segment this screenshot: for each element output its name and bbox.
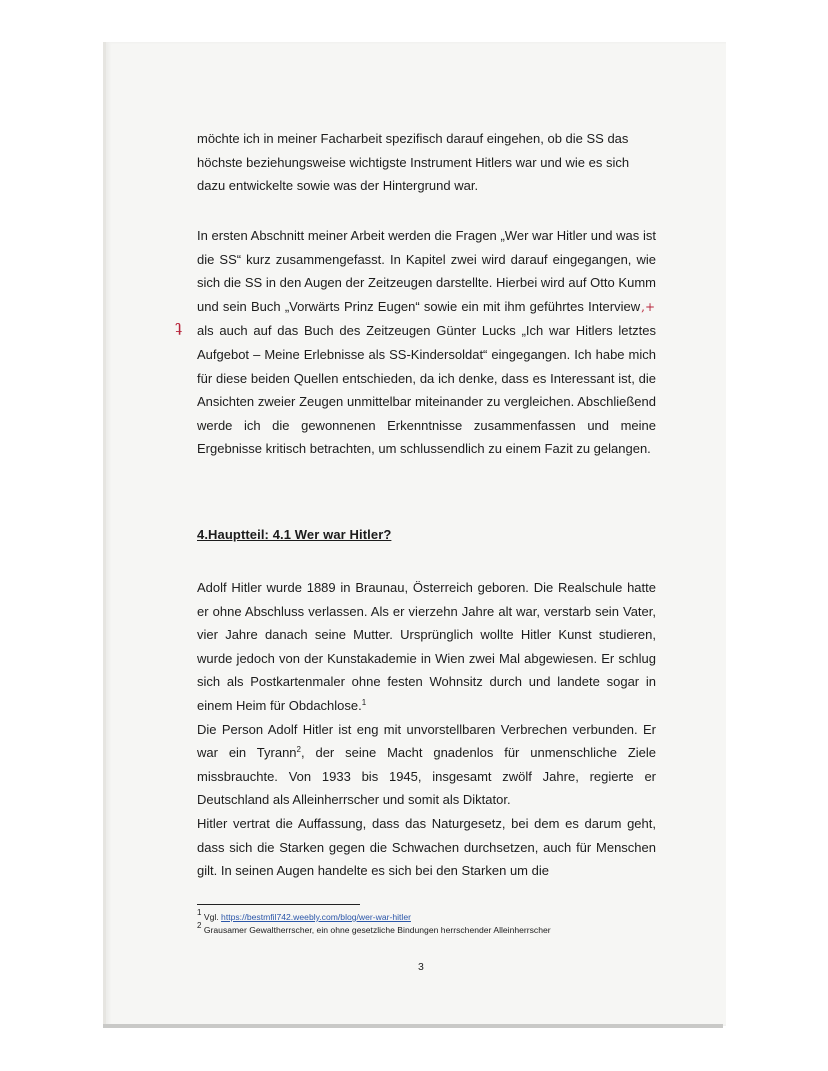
footnote-separator xyxy=(197,904,360,905)
footnotes xyxy=(197,908,551,936)
footnote-reference: 2 xyxy=(296,745,301,755)
scan-edge xyxy=(103,1024,723,1028)
text-run: Adolf Hitler wurde 1889 in Braunau, Österreich geboren. Die Realschule hatte er ohne Abschluss verlassen. Als er vierzehn Jahre alt war, verstarb sein Vater, vier Jahre danach seine Mutter. Ursprünglich wollte Hitler Kunst studieren, wurde jedoch von der Kunstakademie in Wien zwei Mal abgewiesen. Er schlug sich als Postkartenmaler ohne festen Wohnsitz durch und landete sogar in einem Heim für Obdachlose. xyxy=(197,580,656,713)
footnote-link[interactable]: https://bestmfil742.weebly.com/blog/wer-war-hitler xyxy=(221,912,411,922)
footnote-prefix: Vgl. xyxy=(203,912,222,922)
hitler-paragraph xyxy=(197,576,656,883)
footnote-1 xyxy=(197,908,551,924)
correction-margin-mark: ʇ xyxy=(175,317,182,337)
footnote-2 xyxy=(197,920,551,937)
footnote-number: 2 xyxy=(197,920,202,930)
page-number: 3 xyxy=(418,961,424,973)
text-run: In ersten Abschnitt meiner Arbeit werden die Fragen „Wer war Hitler und was ist die SS“ kurz zusammengefasst. In Kapitel zwei wird darauf eingegangen, wie sich die SS in den Augen der Zeitzeugen darstellte. Hierbei wird auf Otto Kumm und sein Buch „Vorwärts Prinz Eugen“ sowie ein mit ihm geführtes Interview xyxy=(197,228,656,314)
text-run: , der seine Macht gnadenlos für unmenschliche Ziele missbrauchte. Von 1933 bis 1945, insgesamt zwölf Jahre, regierte er Deutschland als Alleinherrscher und somit als Diktator. xyxy=(197,745,656,808)
section-heading: 4.Hauptteil: 4.1 Wer war Hitler? xyxy=(197,527,392,542)
correction-inline-mark: ,+ xyxy=(641,299,655,314)
text-run: möchte ich in meiner Facharbeit spezifisch darauf eingehen, ob die SS das höchste beziehungsweise wichtigste Instrument Hitlers war und wie es sich dazu entwickelte sowie was der Hintergrund war. xyxy=(197,131,630,194)
text-run: als auch auf das Buch des Zeitzeugen Günter Lucks „Ich war Hitlers letztes Aufgebot – Meine Erlebnisse als SS-Kindersoldat“ eingegangen. Ich habe mich für diese beiden Quellen entschieden, da ich denke, dass es Interessant ist, die Ansichten zweier Zeugen unmittelbar miteinander zu vergleichen. Abschließend werde ich die gewonnenen Erkenntnisse zusammenfassen und meine Ergebnisse kritisch betrachten, um schlussendlich zu einem Fazit zu gelangen. xyxy=(197,323,656,457)
footnote-text: Grausamer Gewaltherrscher, ein ohne gesetzliche Bindungen herrschender Alleinherrscher xyxy=(203,924,551,935)
overview-paragraph xyxy=(197,224,656,461)
footnote-reference: 1 xyxy=(361,697,367,707)
text-run: Die Person Adolf Hitler ist eng mit unvorstellbaren Verbrechen verbunden. Er war ein Tyrann xyxy=(197,721,656,761)
footnote-number: 1 xyxy=(197,908,202,917)
text-run: Hitler vertrat die Auffassung, dass das Naturgesetz, bei dem es darum geht, dass sich die Starken gegen die Schwachen durchsetzen, auch für Menschen gilt. In seinen Augen handelte es sich bei den Starken um die xyxy=(197,815,656,879)
intro-paragraph xyxy=(197,127,656,198)
